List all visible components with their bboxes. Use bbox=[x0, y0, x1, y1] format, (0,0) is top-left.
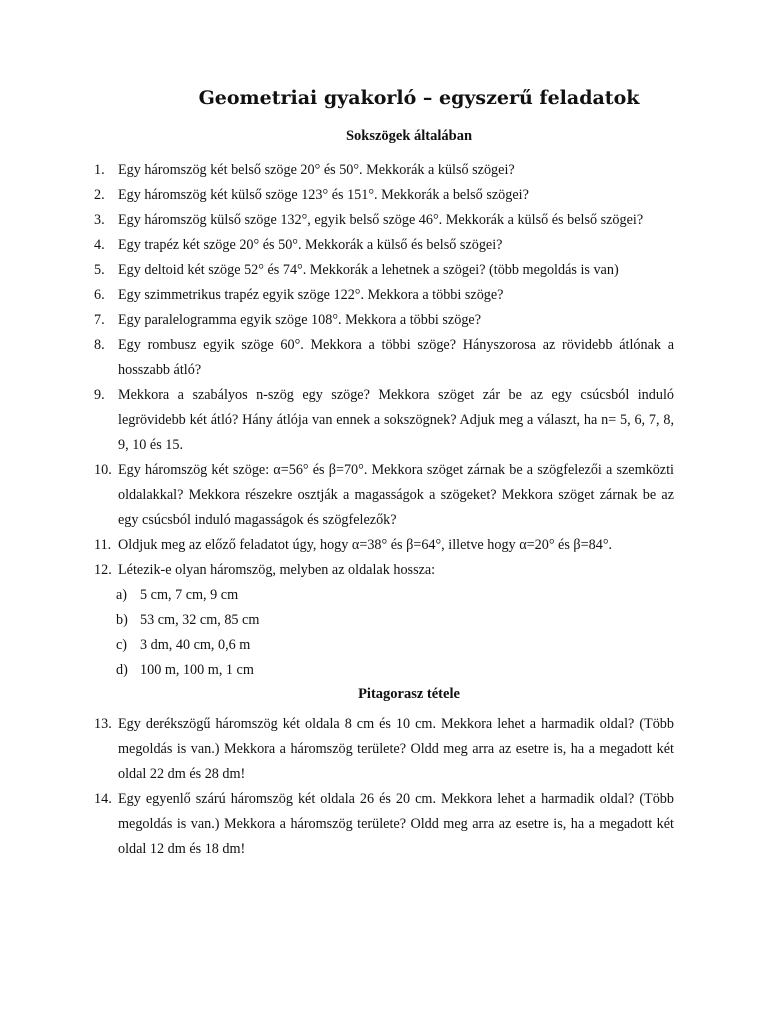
exercise-number: 9. bbox=[94, 387, 105, 403]
exercise-item bbox=[94, 158, 674, 183]
exercise-list-pythagoras bbox=[94, 712, 674, 862]
exercise-number: 14. bbox=[94, 791, 112, 807]
exercise-text: Egy paralelogramma egyik szöge 108°. Mekkora a többi szöge? bbox=[118, 312, 482, 328]
exercise-number: 4. bbox=[94, 237, 105, 253]
exercise-item bbox=[94, 233, 674, 258]
spacer bbox=[94, 146, 674, 158]
sub-item-text: 3 dm, 40 cm, 0,6 m bbox=[140, 637, 251, 653]
exercise-text: Egy trapéz két szöge 20° és 50°. Mekkorák a külső és belső szögei? bbox=[118, 237, 503, 253]
spacer bbox=[94, 704, 674, 712]
exercise-text: Létezik-e olyan háromszög, melyben az oldalak hossza: bbox=[118, 562, 436, 578]
exercise-number: 10. bbox=[94, 462, 112, 478]
sub-item-label: a) bbox=[116, 587, 128, 603]
sub-item-label: b) bbox=[116, 612, 128, 628]
exercise-number: 11. bbox=[94, 537, 112, 553]
exercise-item bbox=[94, 258, 674, 283]
exercise-text: Egy egyenlő szárú háromszög két oldala 26 és 20 cm. Mekkora lehet a harmadik oldal? (Több megoldás is van.) Mekkora a háromszög területe? Oldd meg arra az esetre is, ha a megadott két oldal 12 dm és 18 dm! bbox=[118, 791, 674, 857]
sub-item bbox=[94, 658, 674, 683]
exercise-text: Egy háromszög két belső szöge 20° és 50°. Mekkorák a külső szögei? bbox=[118, 162, 515, 178]
exercise-item bbox=[94, 458, 674, 533]
section-heading-polygons: Sokszögek általában bbox=[345, 128, 473, 144]
exercise-item bbox=[94, 533, 674, 558]
sub-item bbox=[94, 633, 674, 658]
exercise-item bbox=[94, 183, 674, 208]
exercise-text: Mekkora a szabályos n-szög egy szöge? Mekkora szöget zár be az egy csúcsból induló legrövidebb két átló? Hány átlója van ennek a sokszögnek? Adjuk meg a választ, ha n= 5, 6, 7, 8, 9, 10 és 15. bbox=[118, 387, 674, 453]
exercise-item bbox=[94, 308, 674, 333]
exercise-number: 13. bbox=[94, 716, 112, 732]
exercise-text: Oldjuk meg az előző feladatot úgy, hogy α=38° és β=64°, illetve hogy α=20° és β=84°. bbox=[118, 537, 613, 553]
exercise-item bbox=[94, 787, 674, 862]
exercise-item bbox=[94, 208, 674, 233]
exercise-text: Egy derékszögű háromszög két oldala 8 cm és 10 cm. Mekkora lehet a harmadik oldal? (Több megoldás is van.) Mekkora a háromszög területe? Oldd meg arra az esetre is, ha a megadott két oldal 22 dm és 28 dm! bbox=[118, 716, 674, 782]
exercise-number: 7. bbox=[94, 312, 105, 328]
exercise-text: Egy háromszög két külső szöge 123° és 151°. Mekkorák a belső szögei? bbox=[118, 187, 529, 203]
exercise-item bbox=[94, 283, 674, 308]
exercise-number: 1. bbox=[94, 162, 105, 178]
section-heading-pythagoras: Pitagorasz tétele bbox=[358, 686, 460, 702]
sub-item-text: 5 cm, 7 cm, 9 cm bbox=[140, 587, 239, 603]
exercise-item bbox=[94, 712, 674, 787]
exercise-number: 2. bbox=[94, 187, 105, 203]
exercise-text: Egy háromszög külső szöge 132°, egyik belső szöge 46°. Mekkorák a külső és belső szögei? bbox=[118, 212, 644, 228]
exercise-text: Egy háromszög két szöge: α=56° és β=70°. Mekkora szöget zárnak be a szögfelezői a szemközti oldalakkal? Mekkora részekre osztják a magasságok a szögeket? Mekkora szöget zárnak be az egy csúcsból induló magasságok és szögfelezők? bbox=[118, 462, 674, 528]
exercise-number: 12. bbox=[94, 562, 112, 578]
sub-item-text: 100 m, 100 m, 1 cm bbox=[140, 662, 254, 678]
sub-item-label: d) bbox=[116, 662, 128, 678]
document-title: Geometriai gyakorló – egyszerű feladatok bbox=[198, 87, 640, 109]
exercise-item bbox=[94, 383, 674, 458]
exercise-list-polygons bbox=[94, 158, 674, 683]
sub-item bbox=[94, 608, 674, 633]
spacer bbox=[94, 112, 674, 126]
sub-item-label: c) bbox=[116, 637, 128, 653]
exercise-text: Egy rombusz egyik szöge 60°. Mekkora a többi szöge? Hányszorosa az rövidebb átlónak a hosszabb átló? bbox=[118, 337, 674, 378]
exercise-number: 6. bbox=[94, 287, 105, 303]
exercise-item bbox=[94, 558, 674, 583]
exercise-number: 5. bbox=[94, 262, 105, 278]
exercise-text: Egy deltoid két szöge 52° és 74°. Mekkorák a lehetnek a szögei? (több megoldás is van) bbox=[118, 262, 619, 278]
exercise-number: 3. bbox=[94, 212, 105, 228]
sub-item-text: 53 cm, 32 cm, 85 cm bbox=[140, 612, 260, 628]
exercise-item bbox=[94, 333, 674, 383]
sub-item bbox=[94, 583, 674, 608]
exercise-number: 8. bbox=[94, 337, 105, 353]
exercise-text: Egy szimmetrikus trapéz egyik szöge 122°. Mekkora a többi szöge? bbox=[118, 287, 504, 303]
